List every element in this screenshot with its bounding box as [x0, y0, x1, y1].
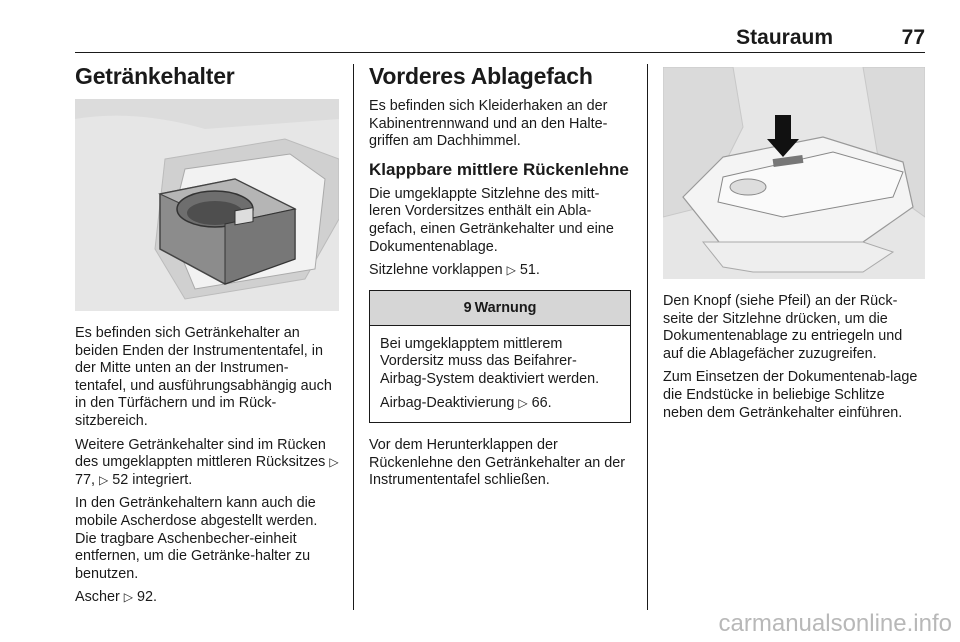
paragraph: Die umgeklappte Sitzlehne des mitt-leren Vordersitzes enthält ein Abla-gefach, einen Getränkehalter und eine Dokumentenablage. — [369, 185, 614, 255]
paragraph: Den Knopf (siehe Pfeil) an der Rück-seite der Sitzlehne drücken, um die Dokumentenablage zu entriegeln und auf die Ablagefächer zuzugreifen. — [663, 293, 903, 362]
paragraph: Ascher ▷ 92. — [75, 589, 158, 606]
warning-icon: 9 — [463, 299, 472, 316]
heading-cup-holder: Getränkehalter — [75, 63, 235, 89]
column-3 — [663, 62, 925, 428]
page-ref-arrow-icon: ▷ — [506, 263, 516, 278]
column-divider — [353, 64, 354, 610]
paragraph: Weitere Getränkehalter sind im Rücken des umgeklappten mittleren Rücksitzes ▷ 77, ▷ 52 integriert. — [75, 436, 339, 488]
page-ref-arrow-icon: ▷ — [329, 455, 339, 470]
warning-body: Bei umgeklapptem mittlerem Vordersitz muss das Beifahrer-Airbag-System deaktiviert werden. Airbag-Deaktivierung ▷ 66. — [380, 335, 600, 411]
paragraph: In den Getränkehaltern kann auch die mobile Ascherdose abgestellt werden. Die tragbare Aschenbecher-einheit entfernen, um die Getränke-halter zu benutzen. — [75, 495, 318, 582]
page-header — [75, 24, 925, 53]
paragraph: Vor dem Herunterklappen der Rückenlehne den Getränkehalter an der Instrumententafel schließen. — [369, 437, 626, 489]
cup-holder-illustration — [75, 99, 339, 311]
page-ref-arrow-icon: ▷ — [123, 590, 134, 605]
column-2 — [369, 62, 631, 496]
heading-front-storage: Vorderes Ablagefach — [369, 63, 593, 89]
seat-backrest-illustration — [663, 67, 925, 279]
subheading-backrest: Klappbare mittlere Rückenlehne — [369, 159, 629, 179]
paragraph: Es befinden sich Getränkehalter an beiden Enden der Instrumententafel, in der Mitte unten an der Instrumen-tentafel, und ausführungsabhängig auch in den Türfächern und im Rück-sitzbereich. — [75, 325, 332, 429]
warning-header: 9 Warnung — [370, 291, 630, 326]
page-ref-arrow-icon: ▷ — [518, 395, 528, 410]
page-number: 77 — [901, 26, 925, 49]
paragraph: Sitzlehne vorklappen ▷ 51. — [369, 262, 540, 279]
warning-box — [369, 290, 631, 423]
column-divider — [647, 64, 648, 610]
column-1 — [75, 62, 339, 613]
section-title: Stauraum — [736, 26, 833, 49]
paragraph: Es befinden sich Kleiderhaken an der Kabinentrennwand und an den Halte-griffen am Dachhimmel. — [369, 98, 608, 150]
page-ref-arrow-icon: ▷ — [99, 472, 109, 487]
watermark: carmanualsonline.info — [718, 610, 952, 637]
paragraph: Zum Einsetzen der Dokumentenab-lage die Endstücke in beliebige Schlitze neben dem Getränkehalter einführen. — [663, 369, 918, 421]
